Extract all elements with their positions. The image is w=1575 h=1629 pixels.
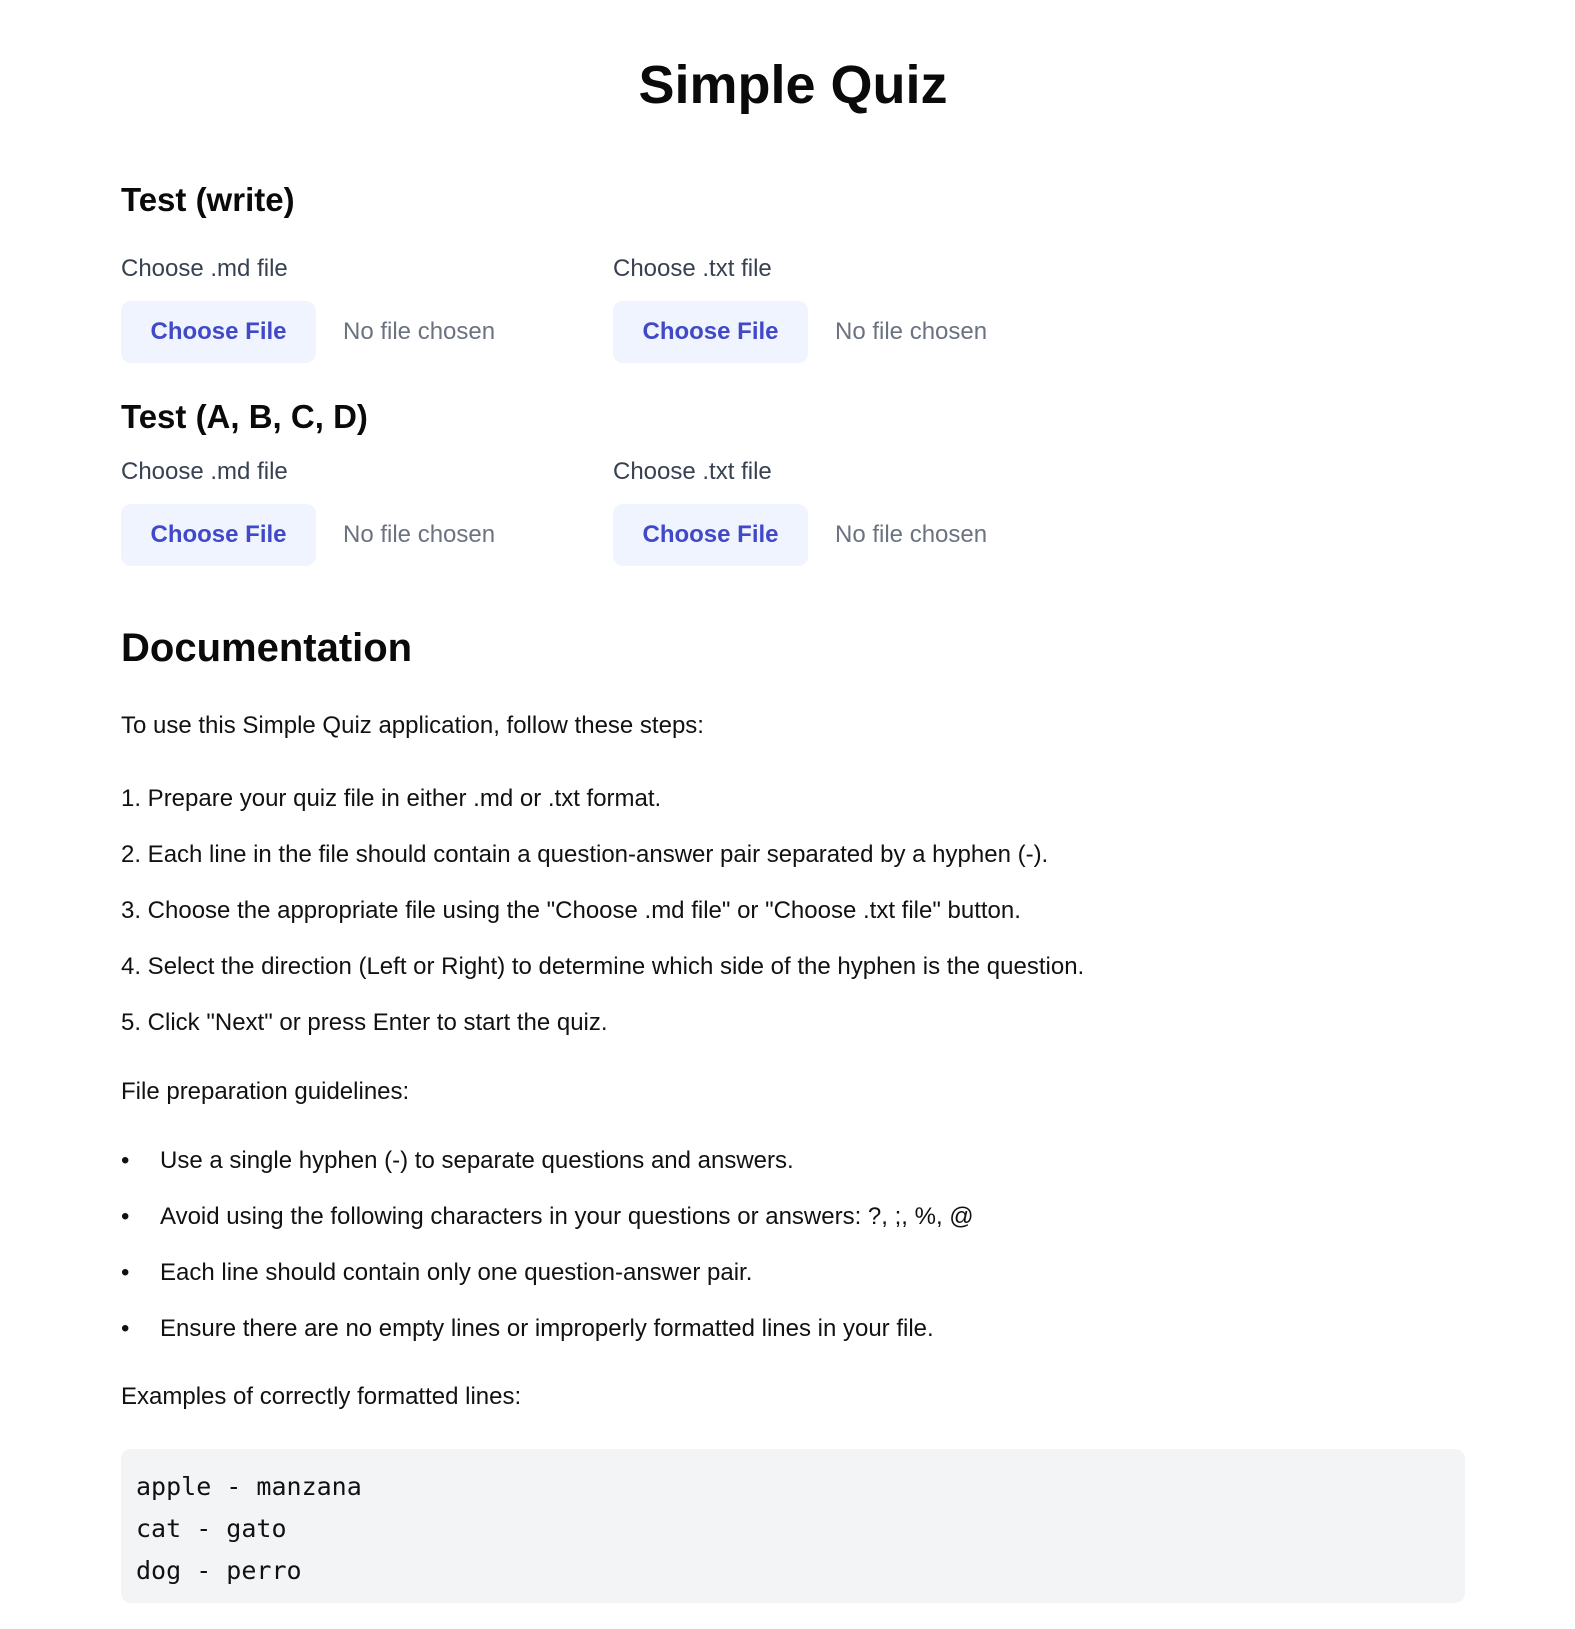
step-item: 4. Select the direction (Left or Right) to determine which side of the hyphen is the question.: [121, 953, 1085, 980]
upload-txt-write: [613, 255, 988, 345]
step-item: 3. Choose the appropriate file using the "Choose .md file" or "Choose .txt file" button.: [121, 897, 1021, 924]
upload-md-write: [121, 255, 496, 345]
guideline-text: Use a single hyphen (-) to separate questions and answers.: [160, 1147, 794, 1174]
documentation-title: Documentation: [121, 626, 413, 670]
choose-file-button[interactable]: Choose File: [613, 301, 808, 363]
file-status: No file chosen: [835, 318, 988, 345]
bullet-icon: •: [121, 1147, 130, 1174]
upload-label: Choose .txt file: [613, 255, 772, 282]
code-line: dog - perro: [136, 1556, 302, 1585]
documentation-intro: To use this Simple Quiz application, follow these steps:: [121, 712, 704, 739]
page-title: Simple Quiz: [638, 55, 948, 115]
choose-file-button[interactable]: Choose File: [121, 504, 316, 566]
bullet-icon: •: [121, 1259, 130, 1286]
guideline-text: Avoid using the following characters in your questions or answers: ?, ;, %, @: [160, 1203, 974, 1230]
choose-file-button[interactable]: Choose File: [121, 301, 316, 363]
guidelines-title: File preparation guidelines:: [121, 1078, 410, 1105]
code-line: apple - manzana: [136, 1472, 362, 1501]
upload-label: Choose .md file: [121, 458, 288, 485]
file-status: No file chosen: [835, 521, 988, 548]
examples-code-block: [121, 1449, 1465, 1603]
bullet-icon: •: [121, 1203, 130, 1230]
upload-label: Choose .txt file: [613, 458, 772, 485]
guideline-text: Each line should contain only one question-answer pair.: [160, 1259, 753, 1286]
file-input-txt-write[interactable]: [613, 301, 987, 363]
upload-txt-abcd: [613, 458, 988, 548]
examples-title: Examples of correctly formatted lines:: [121, 1383, 522, 1410]
file-status: No file chosen: [343, 521, 496, 548]
bullet-icon: •: [121, 1315, 130, 1342]
file-status: No file chosen: [343, 318, 496, 345]
choose-file-button[interactable]: Choose File: [613, 504, 808, 566]
file-input-md-write[interactable]: [121, 301, 495, 363]
step-item: 5. Click "Next" or press Enter to start the quiz.: [121, 1009, 608, 1036]
step-item: 1. Prepare your quiz file in either .md or .txt format.: [121, 785, 662, 812]
code-line: cat - gato: [136, 1514, 287, 1543]
step-item: 2. Each line in the file should contain a question-answer pair separated by a hyphen (-).: [121, 841, 1049, 868]
section-title-test-abcd: Test (A, B, C, D): [121, 398, 368, 435]
upload-label: Choose .md file: [121, 255, 288, 282]
file-input-txt-abcd[interactable]: [613, 504, 987, 566]
guideline-text: Ensure there are no empty lines or improperly formatted lines in your file.: [160, 1315, 934, 1342]
file-input-md-abcd[interactable]: [121, 504, 495, 566]
section-title-test-write: Test (write): [121, 181, 295, 218]
upload-md-abcd: [121, 458, 496, 548]
